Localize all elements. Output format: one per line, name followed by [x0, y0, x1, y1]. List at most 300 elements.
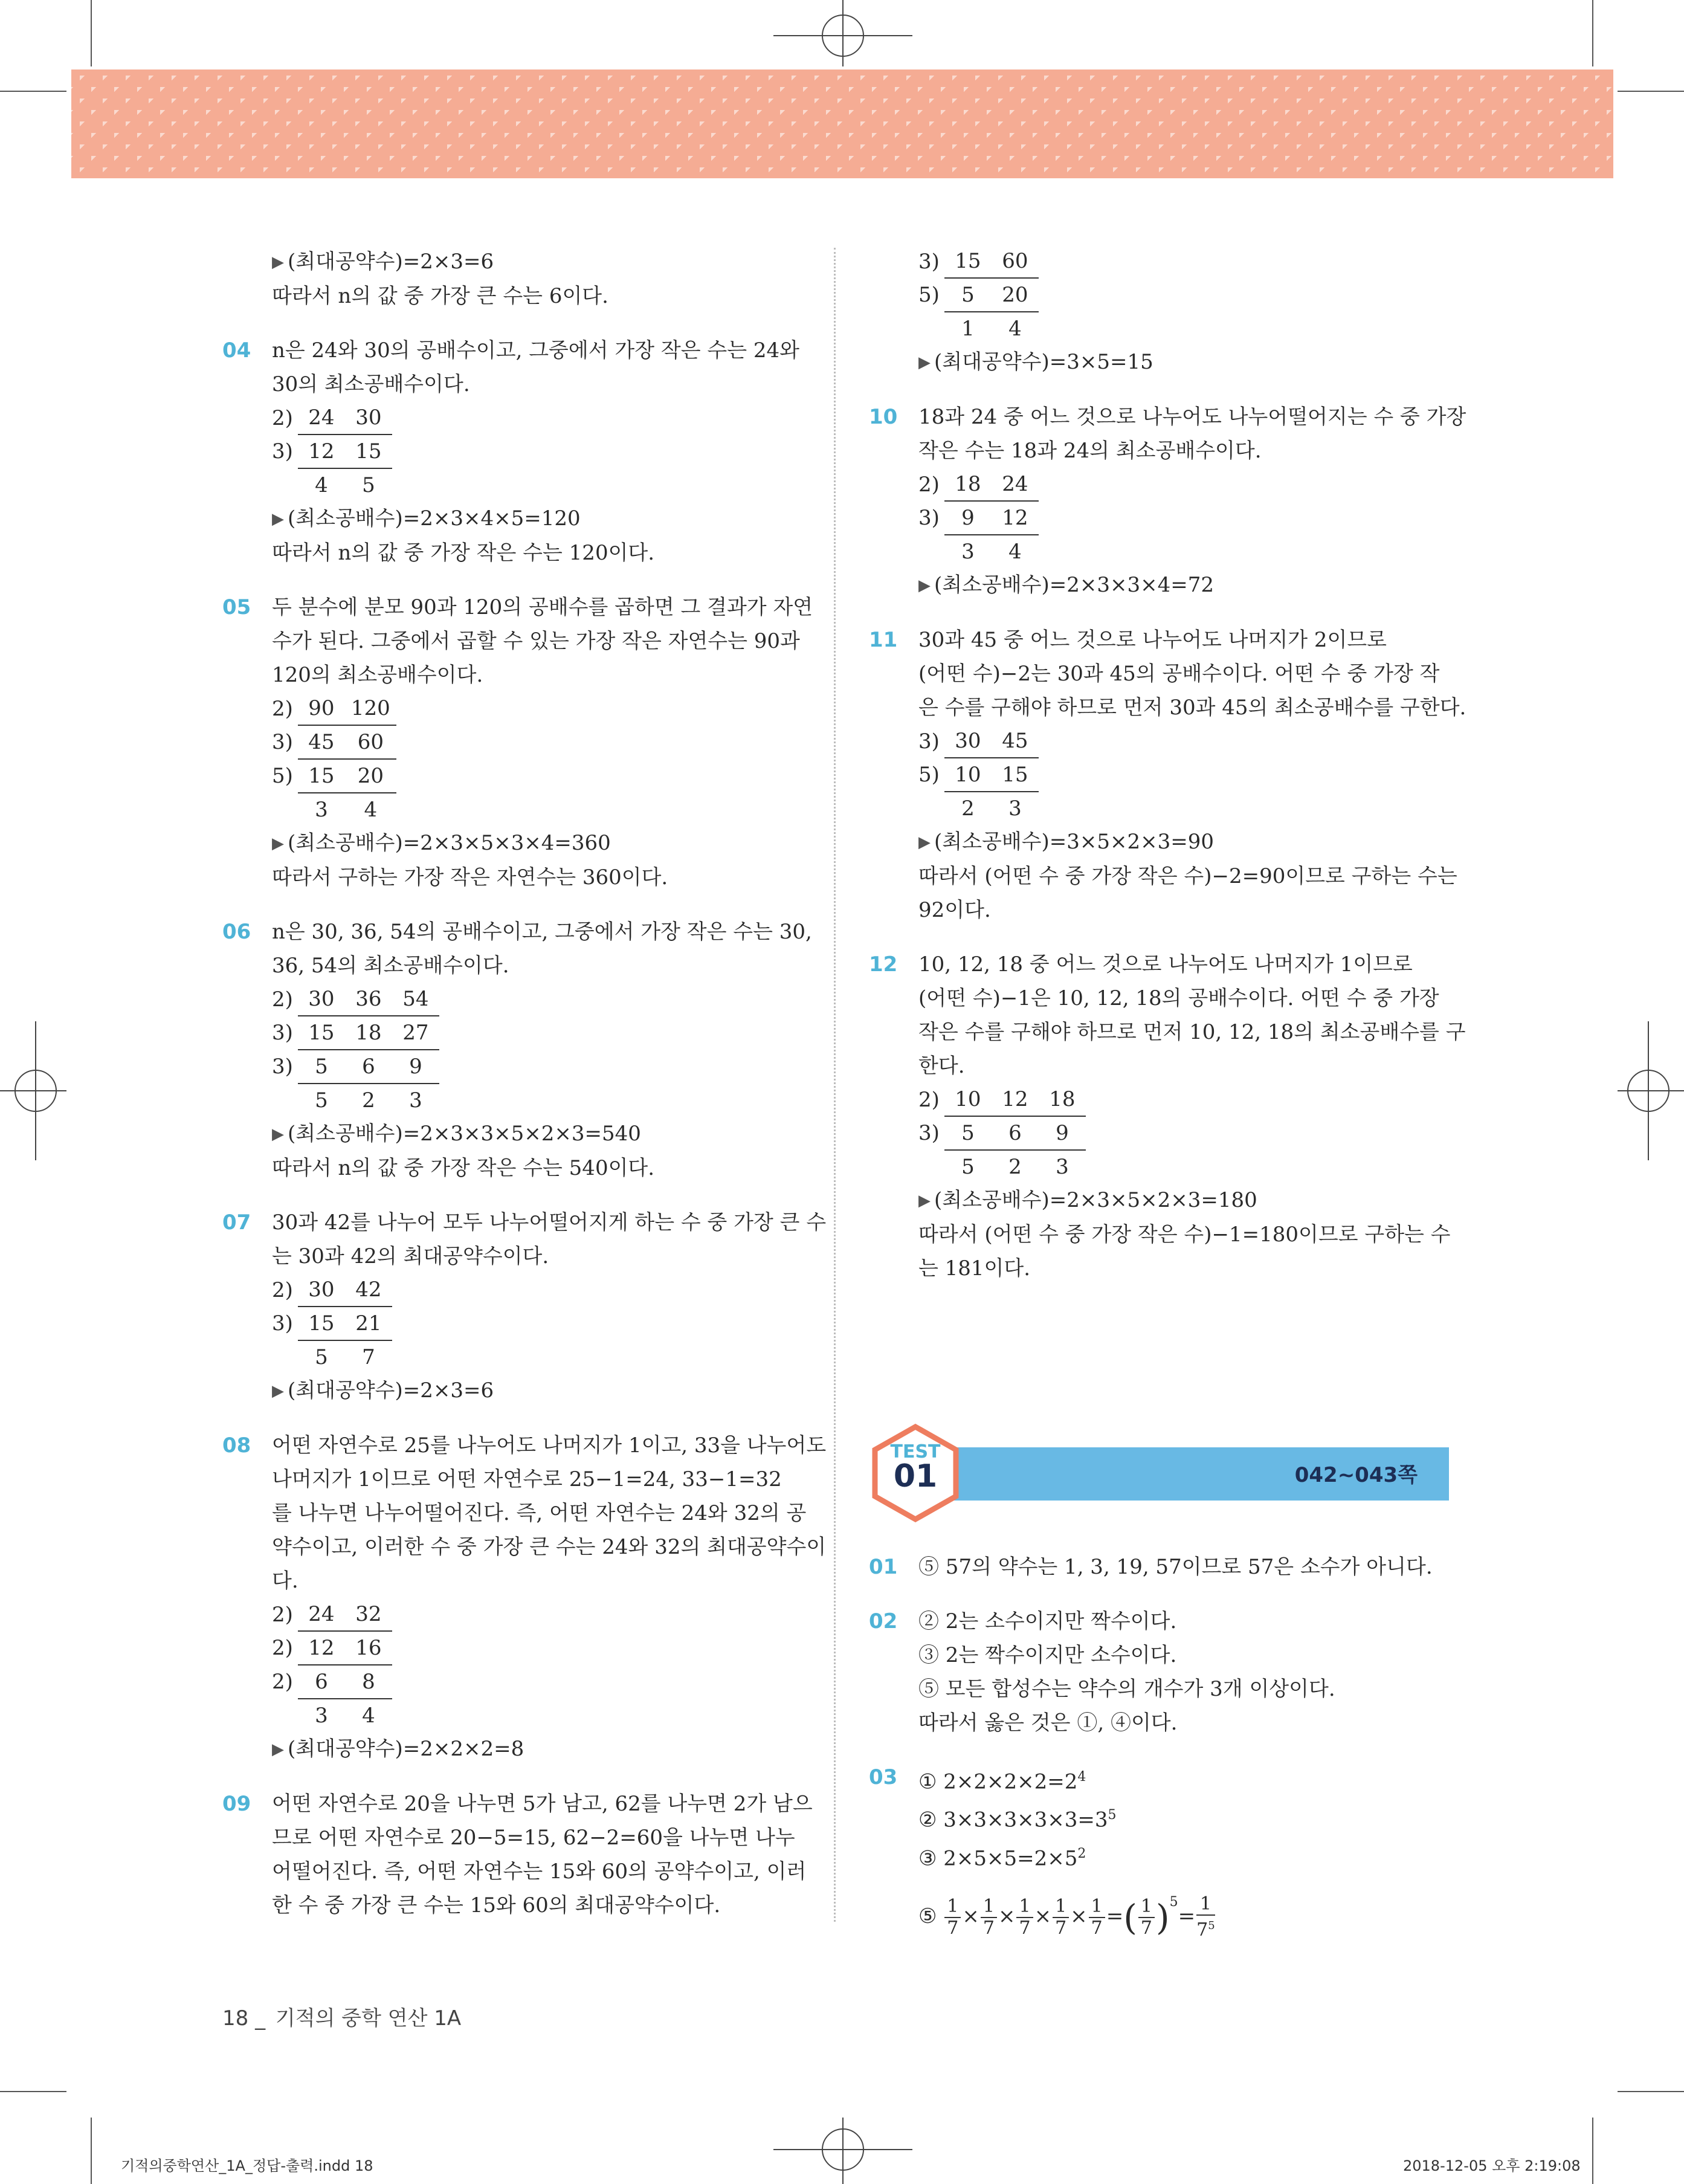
- division-cell: 24: [298, 401, 345, 435]
- division-cell: 6: [345, 1050, 392, 1084]
- divisor: [272, 1340, 298, 1374]
- divisor: 3): [918, 249, 940, 274]
- left-column: [222, 245, 827, 1943]
- division-cell: 4: [364, 798, 378, 822]
- test-item-list: [869, 1550, 1449, 1945]
- denominator: 7: [1091, 1917, 1103, 1939]
- continuation-block: [869, 245, 1449, 380]
- registration-mark: [35, 1021, 36, 1160]
- problem-number: 04: [222, 338, 251, 363]
- division-row: [272, 793, 396, 826]
- problem-12: [869, 948, 1466, 1285]
- divisor: 2): [272, 405, 293, 430]
- problem-text: 어떤 자연수로 25를 나누어도 나머지가 1이고, 33을 나누어도: [272, 1433, 827, 1458]
- divisor: 2): [272, 987, 293, 1012]
- division-cell: 5: [961, 1155, 975, 1179]
- problem-text: (어떤 수)−1은 10, 12, 18의 공배수이다. 어떤 수 중 가장: [918, 986, 1439, 1010]
- intro-conclusion: 따라서 n의 값 중 가장 큰 수는 6이다.: [272, 284, 608, 308]
- division-cell: 2: [362, 1088, 375, 1113]
- division-row: [272, 468, 392, 502]
- arrow-icon: ▶: [272, 1125, 284, 1143]
- division-ladder: [272, 1598, 392, 1732]
- conclusion: 따라서 n의 값 중 가장 작은 수는 540이다.: [272, 1156, 655, 1180]
- problem-text: 작은 수는 18과 24의 최소공배수이다.: [918, 439, 1262, 463]
- problem-07: [222, 1206, 827, 1408]
- divisor: [272, 1699, 298, 1732]
- right-column: [869, 245, 1466, 1306]
- division-row: [918, 725, 1039, 758]
- division-row: [918, 245, 1039, 278]
- division-cell: 54: [392, 983, 439, 1016]
- division-cell: 3: [961, 540, 975, 564]
- test-item-number: 01: [869, 1555, 898, 1579]
- division-cell: 5: [315, 1345, 328, 1369]
- division-cell: 4: [1008, 540, 1022, 564]
- problem-text: 10, 12, 18 중 어느 것으로 나누어도 나머지가 1이므로: [918, 952, 1413, 977]
- divisor: [918, 312, 944, 345]
- test-item-line: ① 2×2×2×2=2: [918, 1769, 1078, 1794]
- test-item-line: ③ 2는 짝수이지만 소수이다.: [918, 1643, 1177, 1667]
- conclusion: 따라서 n의 값 중 가장 작은 수는 120이다.: [272, 541, 655, 565]
- test-item-text: [918, 1604, 1449, 1638]
- division-row: [918, 278, 1039, 312]
- header-banner: [71, 69, 1613, 178]
- problem-text: 18과 24 중 어느 것으로 나누어도 나누어떨어지는 수 중 가장: [918, 405, 1466, 429]
- right-problem-list: [869, 400, 1466, 1285]
- conclusion: 따라서 (어떤 수 중 가장 작은 수)−1=180이므로 구하는 수: [918, 1223, 1451, 1247]
- result-text: (최소공배수)=2×3×3×4=72: [934, 573, 1214, 597]
- division-cell: 3: [1008, 796, 1022, 821]
- divisor: 2): [272, 1602, 293, 1627]
- divisor: [272, 1084, 298, 1117]
- problem-text: 36, 54의 최소공배수이다.: [272, 954, 509, 978]
- division-row: [272, 1699, 392, 1732]
- divisor: 2): [272, 1636, 293, 1660]
- test-badge: [870, 1423, 961, 1523]
- division-cell: 4: [1008, 317, 1022, 341]
- divisor: 3): [272, 1021, 293, 1045]
- fraction: [1196, 1894, 1215, 1940]
- problem-number: 06: [222, 920, 251, 944]
- registration-mark: [0, 1090, 66, 1091]
- division-row: [272, 692, 396, 725]
- times-sign: ×: [1070, 1904, 1088, 1928]
- fraction: [1016, 1896, 1033, 1939]
- divisor: [918, 1150, 944, 1183]
- slug-file: 기적의중학연산_1A_정답-출력.indd 18: [121, 2157, 373, 2174]
- division-row: [272, 435, 392, 468]
- denominator: 7: [1055, 1917, 1067, 1939]
- registration-mark: [842, 2118, 844, 2184]
- division-row: [272, 983, 439, 1016]
- result-text: (최대공약수)=2×3=6: [288, 1378, 494, 1403]
- continuation-result: (최대공약수)=3×5=15: [934, 350, 1153, 374]
- test-item-line: ② 3×3×3×3×3=3: [918, 1808, 1108, 1832]
- division-row: [272, 1016, 439, 1050]
- division-row: [918, 758, 1039, 792]
- division-row: [272, 401, 392, 435]
- problem-number: 10: [869, 405, 898, 429]
- division-row: [272, 725, 396, 759]
- divisor: 3): [918, 506, 940, 530]
- division-cell: 15: [298, 1016, 345, 1050]
- result-text: (최소공배수)=2×3×4×5=120: [288, 506, 581, 531]
- division-cell: 24: [298, 1598, 345, 1631]
- division-cell: 3: [315, 798, 328, 822]
- division-cell: 90: [298, 692, 345, 725]
- division-ladder: [272, 401, 392, 502]
- registration-mark: [1648, 1021, 1649, 1160]
- divisor: 2): [918, 1087, 940, 1112]
- division-row: [272, 1084, 439, 1117]
- divisor: [918, 535, 944, 568]
- denominator: 7: [1140, 1917, 1152, 1939]
- result: [272, 1117, 802, 1151]
- division-cell: 24: [992, 468, 1039, 501]
- arrow-icon: ▶: [272, 1382, 284, 1400]
- division-cell: 3: [1056, 1155, 1069, 1179]
- numerator: 1: [1089, 1896, 1105, 1918]
- result-text: (최소공배수)=2×3×5×2×3=180: [934, 1188, 1257, 1212]
- denominator: $7^5$: [1196, 1919, 1215, 1941]
- division-row: [918, 501, 1039, 535]
- divisor: 3): [272, 439, 293, 464]
- result-text: (최소공배수)=3×5×2×3=90: [934, 830, 1214, 854]
- division-cell: 18: [1039, 1083, 1086, 1116]
- page-number: 18: [222, 2006, 249, 2031]
- test-item-text: [918, 1638, 1449, 1672]
- crop-mark: [0, 91, 66, 92]
- division-cell: 6: [992, 1116, 1039, 1150]
- fraction-line: [918, 1875, 1449, 1945]
- division-ladder: [272, 983, 439, 1117]
- slug-date: 2018-12-05 오후 2:19:08: [1403, 2157, 1581, 2174]
- numerator: 1: [1053, 1896, 1069, 1918]
- continuation-division: [918, 245, 1449, 345]
- arrow-icon: ▶: [918, 577, 931, 595]
- crop-mark: [1618, 2091, 1684, 2092]
- problem-text: 30의 최소공배수이다.: [272, 372, 470, 396]
- division-cell: 15: [298, 759, 345, 793]
- problem-text: 두 분수에 분모 90과 120의 공배수를 곱하면 그 결과가 자연: [272, 595, 813, 619]
- left-problem-list: [222, 334, 827, 1922]
- divisor: 2): [918, 472, 940, 497]
- divisor: 2): [272, 696, 293, 721]
- divisor: 5): [918, 283, 940, 307]
- divisor: 3): [272, 1055, 293, 1079]
- division-cell: 15: [992, 758, 1039, 792]
- arrow-icon: ▶: [272, 835, 284, 853]
- problem-number: 12: [869, 952, 898, 977]
- division-cell: 42: [345, 1273, 392, 1307]
- division-cell: 2: [1008, 1155, 1022, 1179]
- problem-text: 를 나누면 나누어떨어진다. 즉, 어떤 자연수는 24와 32의 공: [272, 1501, 807, 1525]
- result-text: (최대공약수)=2×2×2=8: [288, 1737, 524, 1761]
- division-cell: 20: [345, 759, 396, 793]
- division-cell: 120: [345, 692, 396, 725]
- division-cell: 45: [992, 725, 1039, 758]
- problem-text: 는 30과 42의 최대공약수이다.: [272, 1244, 549, 1268]
- result: [918, 825, 1449, 859]
- divisor: 3): [272, 1311, 293, 1336]
- division-cell: 15: [944, 245, 992, 278]
- division-cell: 30: [944, 725, 992, 758]
- division-cell: 15: [298, 1307, 345, 1340]
- problem-number: 11: [869, 628, 898, 652]
- division-ladder: [918, 1083, 1086, 1183]
- division-cell: 9: [944, 501, 992, 535]
- divisor: 5): [272, 764, 293, 788]
- division-cell: 12: [298, 435, 345, 468]
- test-item-03: [869, 1760, 1449, 1945]
- crop-mark: [0, 2091, 66, 2092]
- conclusion: 따라서 (어떤 수 중 가장 작은 수)−2=90이므로 구하는 수는: [918, 864, 1457, 888]
- division-cell: 2: [961, 796, 975, 821]
- division-cell: 3: [315, 1704, 328, 1728]
- result-text: (최소공배수)=2×3×3×5×2×3=540: [288, 1122, 641, 1146]
- result-text: (최소공배수)=2×3×5×3×4=360: [288, 831, 611, 855]
- division-cell: 32: [345, 1598, 392, 1631]
- test-item-number: 02: [869, 1609, 898, 1633]
- problem-text: 나머지가 1이므로 어떤 자연수로 25−1=24, 33−1=32: [272, 1467, 782, 1491]
- registration-mark: [842, 0, 844, 66]
- division-cell: 18: [345, 1016, 392, 1050]
- divisor: [272, 468, 298, 502]
- division-cell: 27: [392, 1016, 439, 1050]
- divisor: 2): [272, 1670, 293, 1694]
- division-row: [272, 1340, 392, 1374]
- arrow-icon: ▶: [918, 833, 931, 851]
- divisor: [918, 792, 944, 825]
- problem-05: [222, 590, 813, 894]
- division-cell: 18: [944, 468, 992, 501]
- division-ladder: [272, 1273, 392, 1374]
- division-row: [918, 1083, 1086, 1116]
- crop-mark: [1618, 91, 1684, 92]
- problem-06: [222, 915, 812, 1185]
- arrow-icon: ▶: [918, 1192, 931, 1210]
- problem-text: 한 수 중 가장 큰 수는 15와 60의 최대공약수이다.: [272, 1893, 721, 1917]
- division-cell: 5: [944, 278, 992, 312]
- column-divider: [834, 248, 836, 1922]
- divisor: 3): [918, 729, 940, 754]
- divisor: 3): [918, 1121, 940, 1145]
- problem-number: 08: [222, 1433, 251, 1458]
- division-cell: 10: [944, 758, 992, 792]
- result: [272, 826, 802, 861]
- fraction: [1089, 1896, 1105, 1939]
- division-row: [918, 535, 1039, 568]
- division-row: [272, 1598, 392, 1631]
- problem-text: 다.: [272, 1569, 298, 1593]
- division-row: [918, 792, 1039, 825]
- division-row: [272, 1631, 392, 1665]
- footer-separator: _: [255, 2006, 272, 2031]
- problem-09: [222, 1787, 813, 1922]
- division-ladder: [918, 725, 1039, 825]
- fraction: [1138, 1896, 1155, 1939]
- numerator: 1: [944, 1896, 961, 1918]
- exponent: 5: [1208, 1919, 1215, 1933]
- problem-text: 수가 된다. 그중에서 곱할 수 있는 가장 작은 자연수는 90과: [272, 629, 800, 653]
- result: [272, 502, 802, 536]
- numerator: 1: [1196, 1894, 1215, 1916]
- exponent: 4: [1077, 1769, 1086, 1785]
- division-cell: 5: [944, 1116, 992, 1150]
- division-ladder: [918, 468, 1039, 568]
- denominator: 7: [947, 1917, 959, 1939]
- test-item-02: [869, 1604, 1449, 1740]
- problem-text: 므로 어떤 자연수로 20−5=15, 62−2=60을 나누면 나누: [272, 1826, 795, 1850]
- division-row: [918, 468, 1039, 501]
- test-item-text: [918, 1550, 1449, 1584]
- division-cell: 30: [298, 1273, 345, 1307]
- problem-04: [222, 334, 802, 570]
- intro-block: [222, 245, 802, 313]
- division-cell: 6: [298, 1665, 345, 1699]
- test-number: 01: [893, 1458, 938, 1494]
- division-cell: 12: [992, 501, 1039, 535]
- division-ladder: [918, 245, 1039, 345]
- crop-mark: [1592, 2118, 1593, 2184]
- division-row: [918, 1116, 1086, 1150]
- division-cell: 5: [315, 1088, 328, 1113]
- problem-number: 05: [222, 595, 251, 619]
- arrow-icon: ▶: [918, 354, 931, 372]
- division-row: [272, 1273, 392, 1307]
- division-cell: 4: [315, 473, 328, 497]
- problem-text: 약수이고, 이러한 수 중 가장 큰 수는 24와 32의 최대공약수이: [272, 1535, 827, 1559]
- division-cell: 5: [362, 473, 375, 497]
- paren-right: ): [1156, 1896, 1170, 1938]
- conclusion: 92이다.: [918, 898, 991, 922]
- division-row: [272, 1050, 439, 1084]
- test-item-text: [918, 1837, 1449, 1875]
- division-cell: 16: [345, 1631, 392, 1665]
- paren-left: (: [1123, 1896, 1137, 1938]
- crop-mark: [91, 2118, 92, 2184]
- fraction: [1053, 1896, 1069, 1939]
- problem-text: 은 수를 구해야 하므로 먼저 30과 45의 최소공배수를 구한다.: [918, 696, 1466, 720]
- test-item-text: [918, 1706, 1449, 1740]
- division-cell: 3: [409, 1088, 422, 1113]
- division-row: [272, 1665, 392, 1699]
- conclusion: 는 181이다.: [918, 1256, 1031, 1281]
- problem-text: 30과 42를 나누어 모두 나누어떨어지게 하는 수 중 가장 큰 수: [272, 1210, 827, 1235]
- fraction-label: ⑤: [918, 1904, 944, 1928]
- test-item-text: [918, 1798, 1449, 1837]
- test-item-line: ⑤ 모든 합성수는 약수의 개수가 3개 이상이다.: [918, 1677, 1335, 1701]
- result: [272, 1374, 802, 1408]
- test-page-range: 042~043쪽: [1294, 1463, 1418, 1487]
- test-item-number: 03: [869, 1765, 898, 1789]
- divisor: 5): [918, 763, 940, 787]
- division-cell: 60: [345, 725, 396, 759]
- arrow-icon: ▶: [272, 510, 284, 528]
- problem-text: 한다.: [918, 1054, 965, 1078]
- denominator: 7: [1019, 1917, 1031, 1939]
- times-sign: ×: [998, 1904, 1016, 1928]
- division-row: [918, 312, 1039, 345]
- division-cell: 21: [345, 1307, 392, 1340]
- division-row: [272, 759, 396, 793]
- test-item-line: 따라서 옳은 것은 ①, ④이다.: [918, 1711, 1178, 1735]
- problem-text: n은 24와 30의 공배수이고, 그중에서 가장 작은 수는 24와: [272, 338, 799, 363]
- division-cell: 5: [298, 1050, 345, 1084]
- test-header-bar: [940, 1447, 1449, 1501]
- numerator: 1: [1138, 1896, 1155, 1918]
- result: [918, 1183, 1449, 1218]
- problem-08: [222, 1429, 827, 1766]
- divisor: 3): [272, 730, 293, 754]
- times-sign: ×: [1034, 1904, 1052, 1928]
- crop-mark: [1592, 0, 1593, 66]
- division-cell: 60: [992, 245, 1039, 278]
- intro-gcd: (최대공약수)=2×3=6: [288, 250, 494, 274]
- division-cell: 9: [392, 1050, 439, 1084]
- registration-mark: [1618, 1090, 1684, 1091]
- division-cell: 15: [345, 435, 392, 468]
- problem-number: 09: [222, 1792, 251, 1816]
- division-cell: 1: [961, 317, 975, 341]
- numerator: 1: [1016, 1896, 1033, 1918]
- exponent: 5: [1169, 1894, 1178, 1910]
- problem-number: 07: [222, 1210, 251, 1235]
- division-cell: 7: [362, 1345, 375, 1369]
- division-ladder: [272, 692, 396, 826]
- fraction: [981, 1896, 997, 1939]
- problem-text: 120의 최소공배수이다.: [272, 663, 483, 687]
- exponent: 2: [1077, 1846, 1086, 1861]
- numerator: 1: [981, 1896, 997, 1918]
- test-items: [869, 1550, 1449, 1965]
- test-item-01: [869, 1550, 1449, 1584]
- equals-sign: =: [1106, 1904, 1124, 1928]
- division-cell: 8: [345, 1665, 392, 1699]
- book-title: 기적의 중학 연산 1A: [275, 2006, 462, 2031]
- division-row: [918, 1150, 1086, 1183]
- division-cell: 36: [345, 983, 392, 1016]
- conclusion: 따라서 구하는 가장 작은 자연수는 360이다.: [272, 865, 668, 890]
- division-cell: 10: [944, 1083, 992, 1116]
- problem-text: n은 30, 36, 54의 공배수이고, 그중에서 가장 작은 수는 30,: [272, 920, 812, 944]
- problem-text: (어떤 수)−2는 30과 45의 공배수이다. 어떤 수 중 가장 작: [918, 662, 1440, 686]
- result: [272, 1732, 802, 1766]
- times-sign: ×: [962, 1904, 979, 1928]
- divisor: 2): [272, 1278, 293, 1302]
- result: [918, 568, 1449, 603]
- test-item-line: ⑤ 57의 약수는 1, 3, 19, 57이므로 57은 소수가 아니다.: [918, 1555, 1433, 1579]
- test-item-line: ② 2는 소수이지만 짝수이다.: [918, 1609, 1177, 1633]
- division-cell: 30: [298, 983, 345, 1016]
- equals-sign: =: [1178, 1904, 1196, 1928]
- problem-text: 어떨어진다. 즉, 어떤 자연수는 15와 60의 공약수이고, 이러: [272, 1859, 807, 1884]
- problem-text: 작은 수를 구해야 하므로 먼저 10, 12, 18의 최소공배수를 구: [918, 1020, 1466, 1044]
- page-footer: [222, 2001, 461, 2031]
- divisor: [272, 793, 298, 826]
- arrow-icon: ▶: [272, 253, 284, 271]
- problem-11: [869, 623, 1466, 927]
- division-cell: 4: [362, 1704, 375, 1728]
- fraction: [944, 1896, 961, 1939]
- problem-10: [869, 400, 1466, 603]
- test-item-line: ③ 2×5×5=2×5: [918, 1846, 1078, 1870]
- test-label: TEST: [890, 1441, 941, 1462]
- division-cell: 12: [298, 1631, 345, 1665]
- denominator: 7: [982, 1917, 995, 1939]
- exponent: 5: [1108, 1808, 1117, 1823]
- test-item-text: [918, 1760, 1449, 1798]
